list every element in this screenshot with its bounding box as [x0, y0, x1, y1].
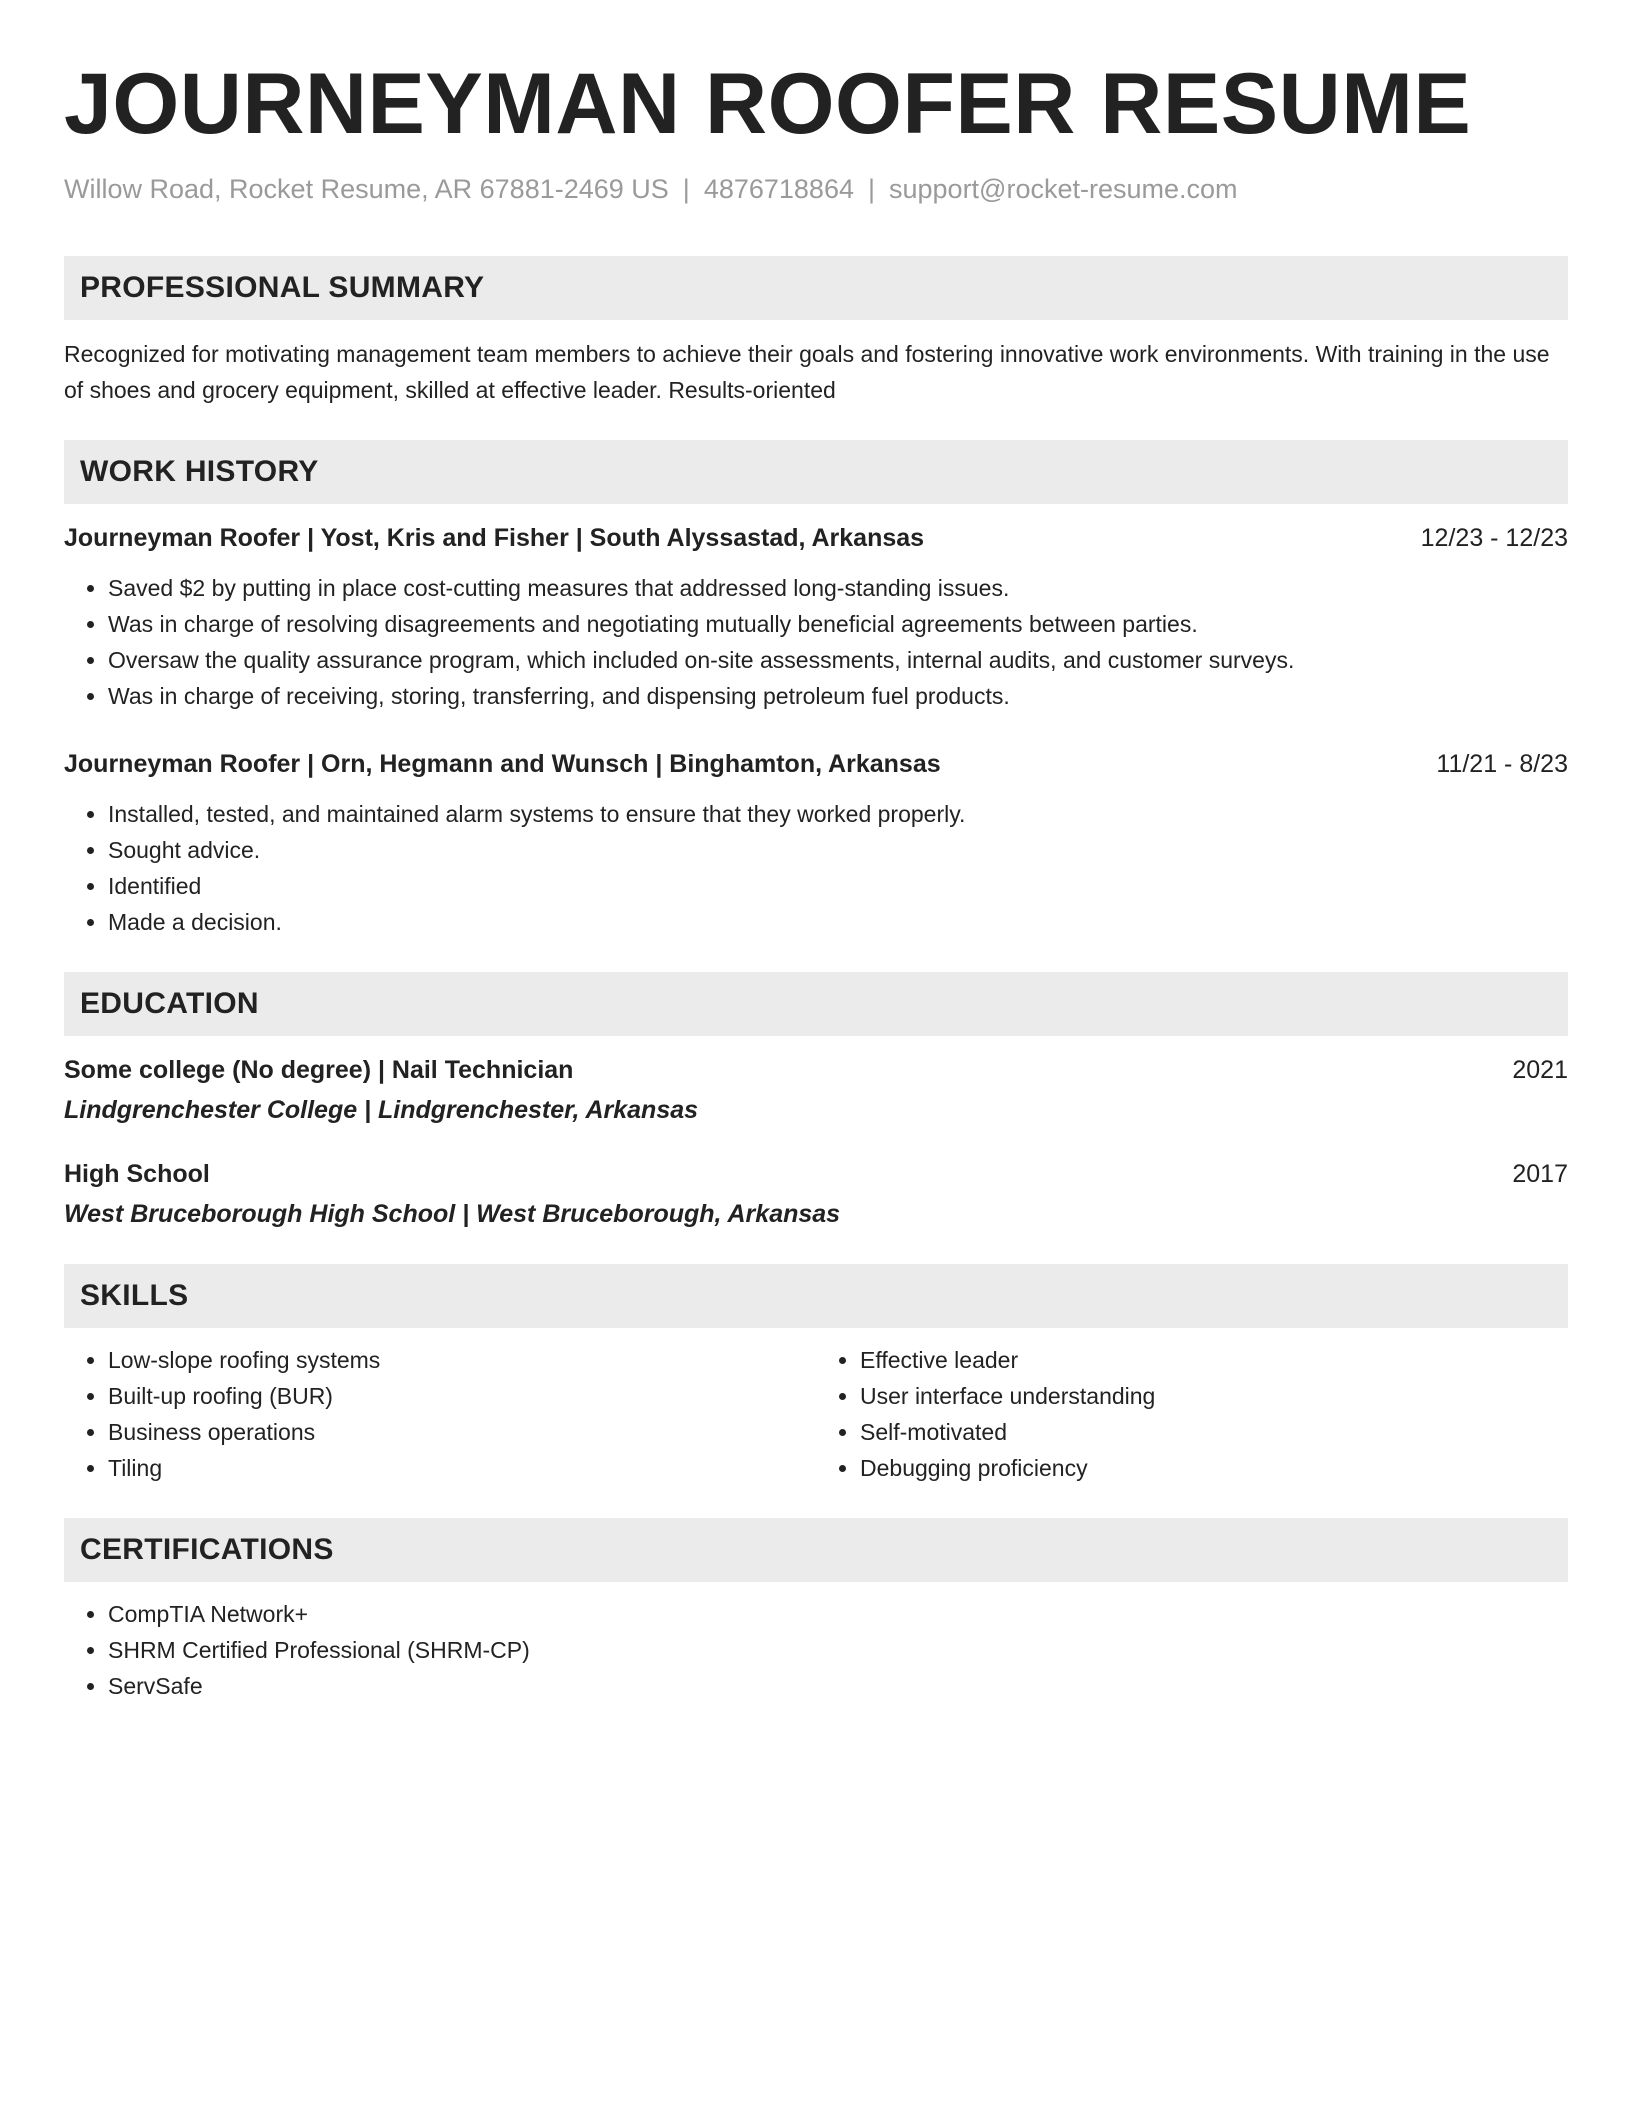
- certifications-list: [64, 1596, 1568, 1704]
- education-year: 2021: [1512, 1056, 1568, 1084]
- section-heading-work-history: WORK HISTORY: [64, 440, 1568, 504]
- education-title: High School: [64, 1160, 210, 1188]
- education-school: Lindgrenchester College | Lindgrenchester, Arkansas: [64, 1096, 699, 1124]
- section-heading-education: EDUCATION: [64, 972, 1568, 1036]
- job-bullet: • Installed, tested, and maintained alarm systems to ensure that they worked properly.: [108, 796, 1568, 832]
- job-bullet: • Was in charge of receiving, storing, transferring, and dispensing petroleum fuel products.: [108, 678, 1568, 714]
- section-heading-skills: SKILLS: [64, 1264, 1568, 1328]
- job-dates: 12/23 - 12/23: [1420, 524, 1568, 552]
- certification-item: • ServSafe: [108, 1668, 1568, 1704]
- skills-column-left: [64, 1342, 816, 1486]
- contact-separator: |: [682, 174, 690, 204]
- contact-separator: |: [867, 174, 875, 204]
- job-bullet: • Identified: [108, 868, 1568, 904]
- job-bullet: • Made a decision.: [108, 904, 1568, 940]
- education-school: West Bruceborough High School | West Bruceborough, Arkansas: [64, 1200, 841, 1228]
- education-entry: [64, 1052, 1568, 1128]
- job-header: [64, 746, 1568, 782]
- section-heading-summary: PROFESSIONAL SUMMARY: [64, 256, 1568, 320]
- skill-item: • Self-motivated: [860, 1414, 1568, 1450]
- job-dates: 11/21 - 8/23: [1436, 750, 1568, 778]
- skill-item: • Effective leader: [860, 1342, 1568, 1378]
- skill-item: • User interface understanding: [860, 1378, 1568, 1414]
- skill-item: • Tiling: [108, 1450, 816, 1486]
- job-bullet: • Sought advice.: [108, 832, 1568, 868]
- education-entry: [64, 1156, 1568, 1232]
- resume-title: JOURNEYMAN ROOFER RESUME: [64, 56, 1472, 152]
- section-heading-certifications: CERTIFICATIONS: [64, 1518, 1568, 1582]
- job-bullet: • Saved $2 by putting in place cost-cutting measures that addressed long-standing issues.: [108, 570, 1568, 606]
- job-bullets: [64, 570, 1568, 714]
- education-header: [64, 1052, 1568, 1088]
- skills-column-right: [816, 1342, 1568, 1486]
- skill-item: • Built-up roofing (BUR): [108, 1378, 816, 1414]
- certification-item: • SHRM Certified Professional (SHRM-CP): [108, 1632, 1568, 1668]
- skill-item: • Low-slope roofing systems: [108, 1342, 816, 1378]
- contact-address: Willow Road, Rocket Resume, AR 67881-2469 US: [64, 174, 669, 204]
- education-year: 2017: [1512, 1160, 1568, 1188]
- skill-item: • Debugging proficiency: [860, 1450, 1568, 1486]
- skills-list: [64, 1342, 1568, 1486]
- summary-text: Recognized for motivating management team members to achieve their goals and fostering innovative work environments. With training in the use of shoes and grocery equipment, skilled at effective leader. Results-oriented: [64, 341, 1550, 403]
- education-title: Some college (No degree) | Nail Technician: [64, 1056, 574, 1084]
- contact-line: [64, 172, 1568, 206]
- job-title: Journeyman Roofer | Yost, Kris and Fisher | South Alyssastad, Arkansas: [64, 524, 925, 552]
- job-header: [64, 520, 1568, 556]
- education-header: [64, 1156, 1568, 1192]
- contact-email: support@rocket-resume.com: [889, 174, 1238, 204]
- job-entry: [64, 520, 1568, 714]
- job-bullets: [64, 796, 1568, 940]
- contact-phone: 4876718864: [703, 174, 854, 204]
- job-title: Journeyman Roofer | Orn, Hegmann and Wunsch | Binghamton, Arkansas: [64, 750, 941, 778]
- job-bullet: • Was in charge of resolving disagreements and negotiating mutually beneficial agreements between parties.: [108, 606, 1568, 642]
- job-bullet: • Oversaw the quality assurance program, which included on-site assessments, internal audits, and customer surveys.: [108, 642, 1568, 678]
- certification-item: • CompTIA Network+: [108, 1596, 1568, 1632]
- certifications-bullets: [64, 1596, 1568, 1704]
- job-entry: [64, 746, 1568, 940]
- skill-item: • Business operations: [108, 1414, 816, 1450]
